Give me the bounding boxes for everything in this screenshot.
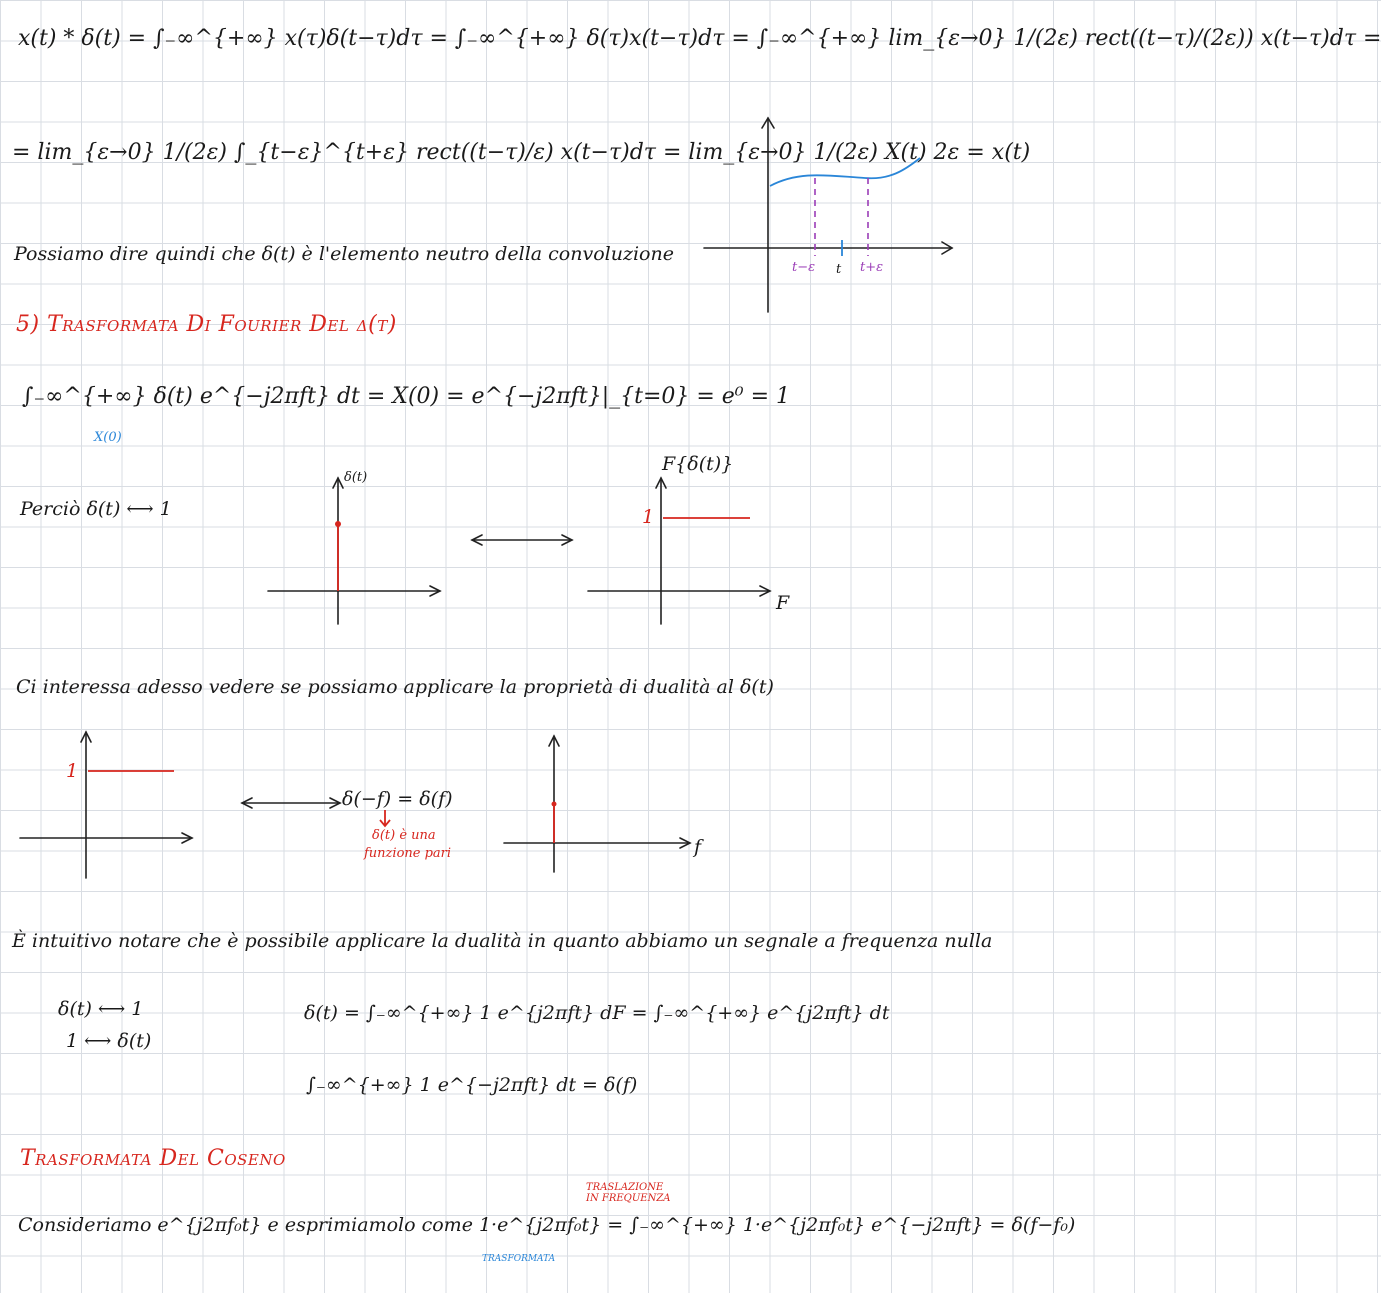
constant-transform-equation: ∫₋∞^{+∞} 1 e^{−j2πft} dt = δ(f) bbox=[306, 1074, 638, 1096]
section-title-cosine: Trasformata Del Coseno bbox=[20, 1146, 286, 1171]
section-title-fourier-delta: 5) Trasformata Di Fourier Del δ(t) bbox=[16, 312, 397, 337]
transform-pair-1: δ(t) ⟷ 1 bbox=[58, 998, 144, 1020]
duality-right-axis-label: f bbox=[694, 836, 702, 858]
transform-note: TRASFORMATA bbox=[482, 1254, 556, 1264]
even-function-note-2: funzione pari bbox=[364, 846, 452, 861]
convolution-conclusion: Possiamo dire quindi che δ(t) è l'elemento neutro della convoluzione bbox=[14, 243, 674, 265]
duality-value-label: 1 bbox=[66, 760, 79, 782]
label-t-minus-eps: t−ε bbox=[792, 260, 816, 275]
convolution-equation-2: = lim_{ε→0} 1/(2ε) ∫_{t−ε}^{t+ε} rect((t−τ)/ε) x(t−τ)dτ = lim_{ε→0} 1/(2ε) X(t) 2ε = x(t) bbox=[12, 140, 1031, 165]
cosine-derivation: Consideriamo e^{j2πf₀t} e esprimiamolo come 1·e^{j2πf₀t} = ∫₋∞^{+∞} 1·e^{j2πf₀t} e^{−j2πft} = δ(f−f₀) bbox=[18, 1214, 1076, 1236]
label-t: t bbox=[836, 262, 842, 277]
fourier-delta-equation: ∫₋∞^{+∞} δ(t) e^{−j2πft} dt = X(0) = e^{−j2πft}|_{t=0} = e⁰ = 1 bbox=[22, 384, 791, 409]
frequency-shift-note: TRASLAZIONE IN FREQUENZA bbox=[586, 1182, 671, 1204]
delta-transform-result: Perciò δ(t) ⟷ 1 bbox=[20, 498, 172, 520]
spectrum-graph-label: F{δ(t)} bbox=[662, 453, 734, 475]
duality-intro: Ci interessa adesso vedere se possiamo applicare la proprietà di dualità al δ(t) bbox=[16, 676, 774, 698]
annotation-x0: X(0) bbox=[94, 430, 122, 445]
duality-relation: δ(−f) = δ(f) bbox=[342, 788, 453, 810]
label-t-plus-eps: t+ε bbox=[860, 260, 884, 275]
inverse-transform-equation: δ(t) = ∫₋∞^{+∞} 1 e^{j2πft} dF = ∫₋∞^{+∞} e^{j2πft} dt bbox=[304, 1002, 890, 1024]
even-function-note-1: δ(t) è una bbox=[372, 828, 436, 843]
spectrum-axis-label: F bbox=[776, 592, 790, 614]
spectrum-value-label: 1 bbox=[642, 506, 655, 528]
intuition-text: È intuitivo notare che è possibile applicare la dualità in quanto abbiamo un segnale a frequenza nulla bbox=[12, 930, 993, 952]
transform-pair-2: 1 ⟷ δ(t) bbox=[66, 1030, 152, 1052]
delta-graph-label: δ(t) bbox=[344, 470, 368, 485]
convolution-equation-1: x(t) * δ(t) = ∫₋∞^{+∞} x(τ)δ(t−τ)dτ = ∫₋∞^{+∞} δ(τ)x(t−τ)dτ = ∫₋∞^{+∞} lim_{ε→0} 1/(2ε) rect((t−τ)/(2ε)) x(t−τ)dτ = bbox=[18, 26, 1381, 51]
